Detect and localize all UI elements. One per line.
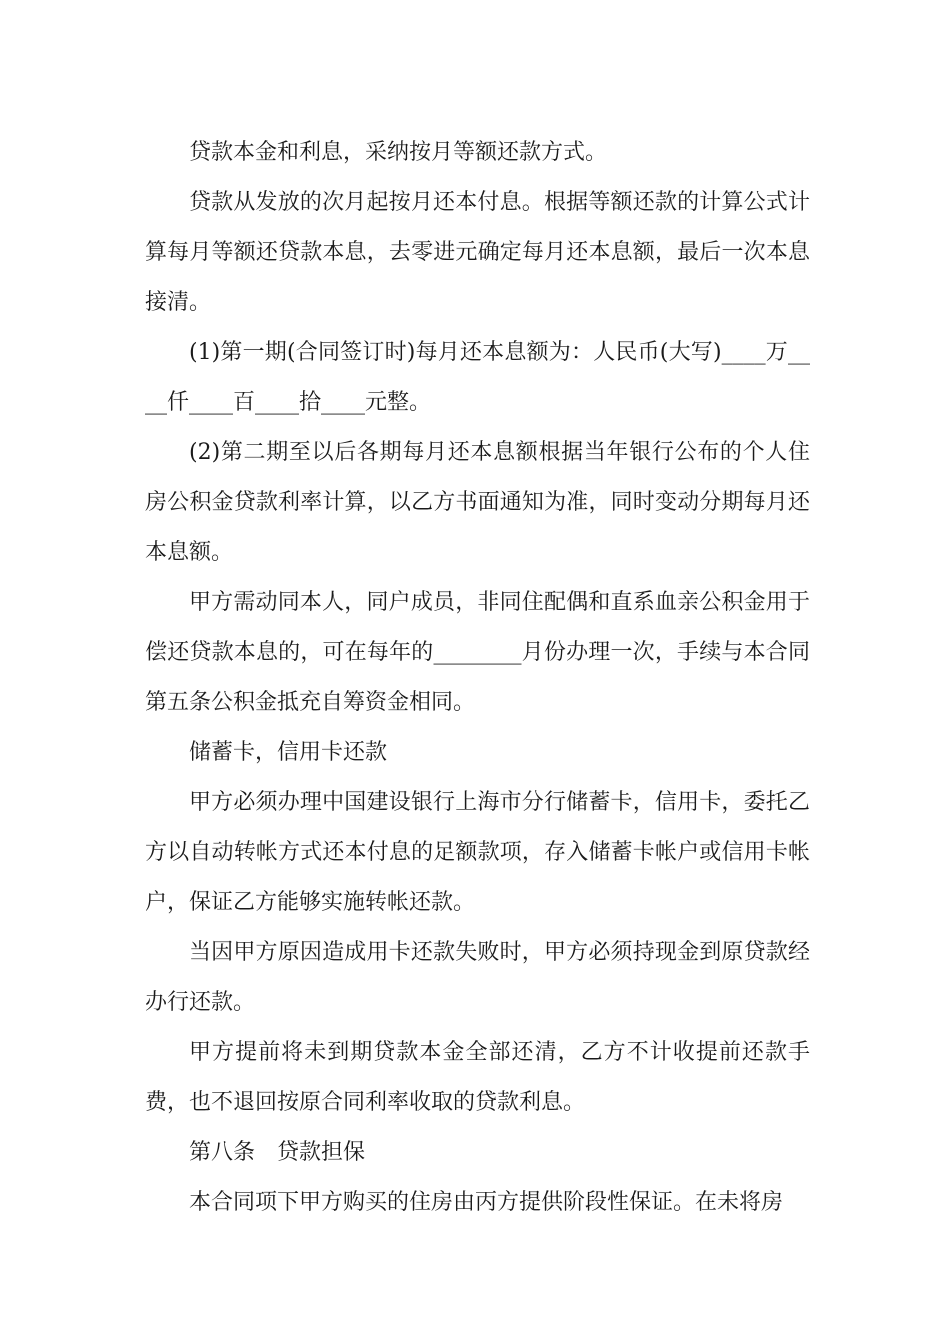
paragraph-early-repayment: 甲方提前将未到期贷款本金全部还清，乙方不计收提前还款手费，也不退回按原合同利率收取的贷款利息。 [145, 1040, 810, 1115]
paragraph-article-eight-heading: 第八条 贷款担保 [189, 1140, 366, 1165]
paragraph-guarantee: 本合同项下甲方购买的住房由丙方提供阶段性保证。在未将房 [189, 1190, 784, 1215]
document-page [145, 128, 810, 1228]
paragraph-provident-fund: 甲方需动同本人，同户成员，非同住配偶和直系血亲公积金用于偿还贷款本息的，可在每年的________月份办理一次，手续与本合同第五条公积金抵充自筹资金相同。 [145, 590, 810, 715]
paragraph-monthly-repayment: 贷款从发放的次月起按月还本付息。根据等额还款的计算公式计算每月等额还贷款本息，去零进元确定每月还本息额，最后一次本息接清。 [145, 190, 810, 315]
paragraph-card-failure: 当因甲方原因造成用卡还款失败时，甲方必须持现金到原贷款经办行还款。 [145, 940, 810, 1015]
paragraph-repayment-method: 贷款本金和利息，采纳按月等额还款方式。 [189, 140, 608, 165]
paragraph-card-repayment: 甲方必须办理中国建设银行上海市分行储蓄卡，信用卡，委托乙方以自动转帐方式还本付息的足额款项，存入储蓄卡帐户或信用卡帐户，保证乙方能够实施转帐还款。 [145, 790, 810, 915]
paragraph-first-period: (1)第一期(合同签订时)每月还本息额为：人民币(大写)____万____仟____百____拾____元整。 [145, 340, 810, 415]
paragraph-card-repayment-heading: 储蓄卡，信用卡还款 [189, 740, 388, 765]
paragraph-second-period: (2)第二期至以后各期每月还本息额根据当年银行公布的个人住房公积金贷款利率计算，以乙方书面通知为准，同时变动分期每月还本息额。 [145, 440, 810, 565]
